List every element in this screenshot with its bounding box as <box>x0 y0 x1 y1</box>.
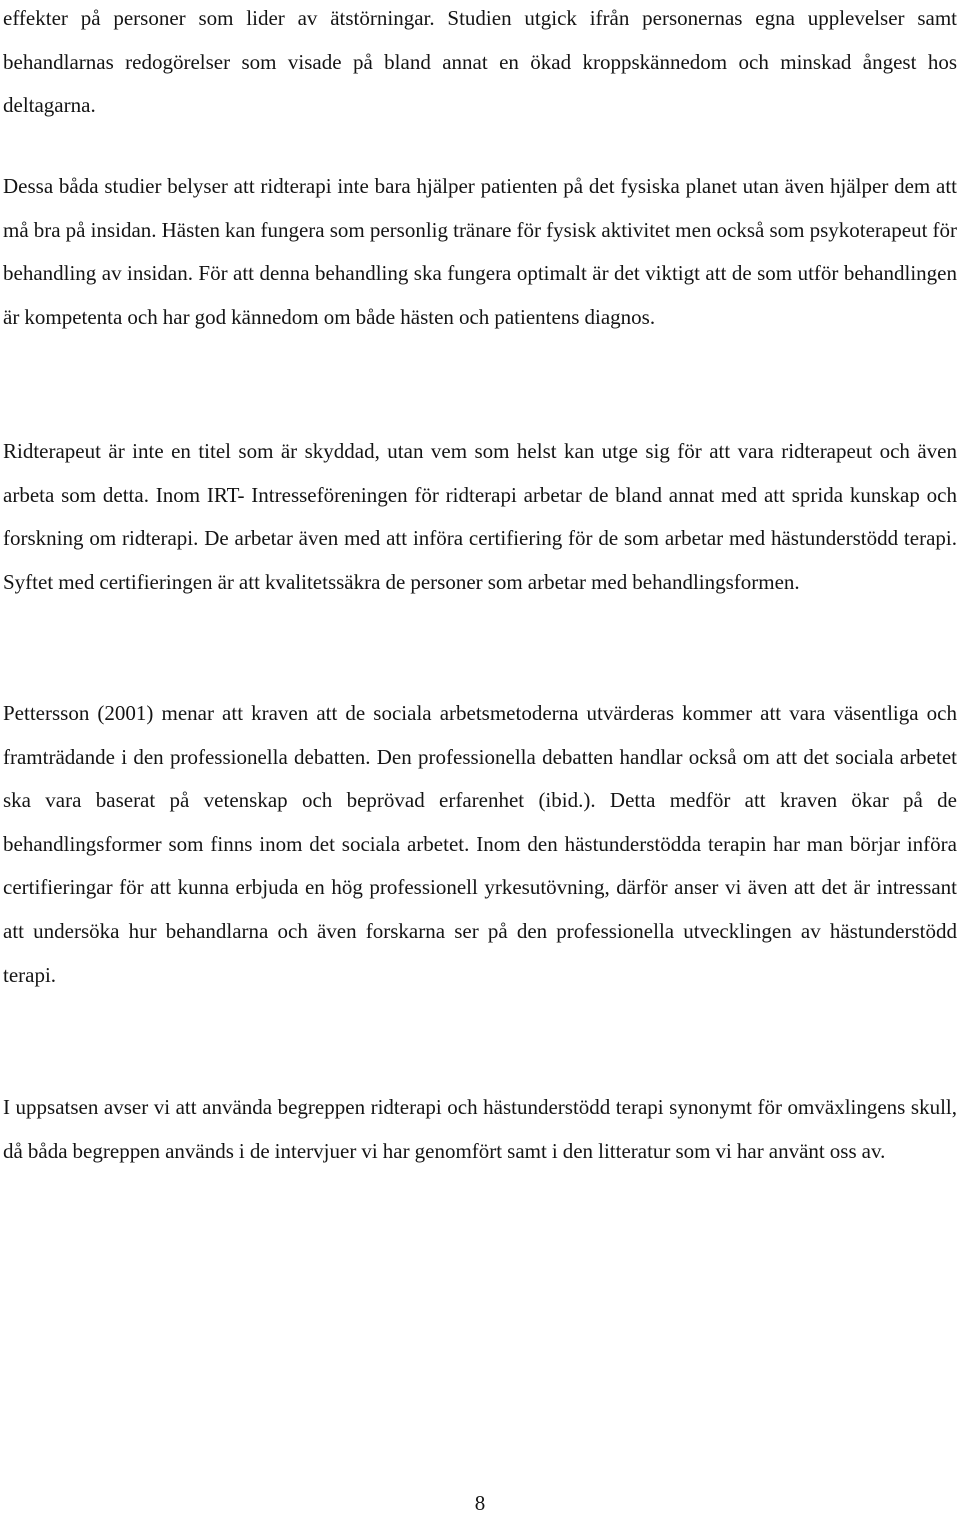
paragraph-2: Dessa båda studier belyser att ridterapi inte bara hjälper patienten på det fysiska planet utan även hjälper dem att må bra på insidan. Hästen kan fungera som personlig tränare för fysisk aktivitet men också som psykoterapeut för behandling av insidan. För att denna behandling ska fungera optimalt är det viktigt att de som utför behandlingen är kompetenta och har god kännedom om både hästen och patientens diagnos. <box>3 174 957 329</box>
paragraph-4: Pettersson (2001) menar att kraven att de sociala arbetsmetoderna utvärderas kommer att vara väsentliga och framträdande i den professionella debatten. Den professionella debatten handlar också om att det sociala arbetet ska vara baserat på vetenskap och beprövad erfarenhet (ibid.). Detta medför att kraven ökar på de behandlingsformer som finns inom det sociala arbetet. Inom den hästunderstödda terapin har man börjar införa certifieringar för att kunna erbjuda en hög professionell yrkesutövning, därför anser vi även att det är intressant att undersöka hur behandlarna och även forskarna ser på den professionella utvecklingen av hästunderstödd terapi. <box>3 701 957 987</box>
paragraph-5: I uppsatsen avser vi att använda begreppen ridterapi och hästunderstödd terapi synonymt för omväxlingens skull, då båda begreppen används i de intervjuer vi har genomfört samt i den litteratur som vi har använt oss av. <box>3 1095 957 1163</box>
paragraph-3: Ridterapeut är inte en titel som är skyddad, utan vem som helst kan utge sig för att vara ridterapeut och även arbeta som detta. Inom IRT- Intresseföreningen för ridterapi arbetar de bland annat med att sprida kunskap och forskning om ridterapi. De arbetar även med att införa certifiering för de som arbetar med hästunderstödd terapi. Syftet med certifieringen är att kvalitetssäkra de personer som arbetar med behandlingsformen. <box>3 439 957 594</box>
paragraph-1: effekter på personer som lider av ätstörningar. Studien utgick ifrån personernas egna upplevelser samt behandlarnas redogörelser som visade på bland annat en ökad kroppskännedom och minskad ångest hos deltagarna. <box>3 6 957 118</box>
page-number: 8 <box>474 1491 486 1515</box>
